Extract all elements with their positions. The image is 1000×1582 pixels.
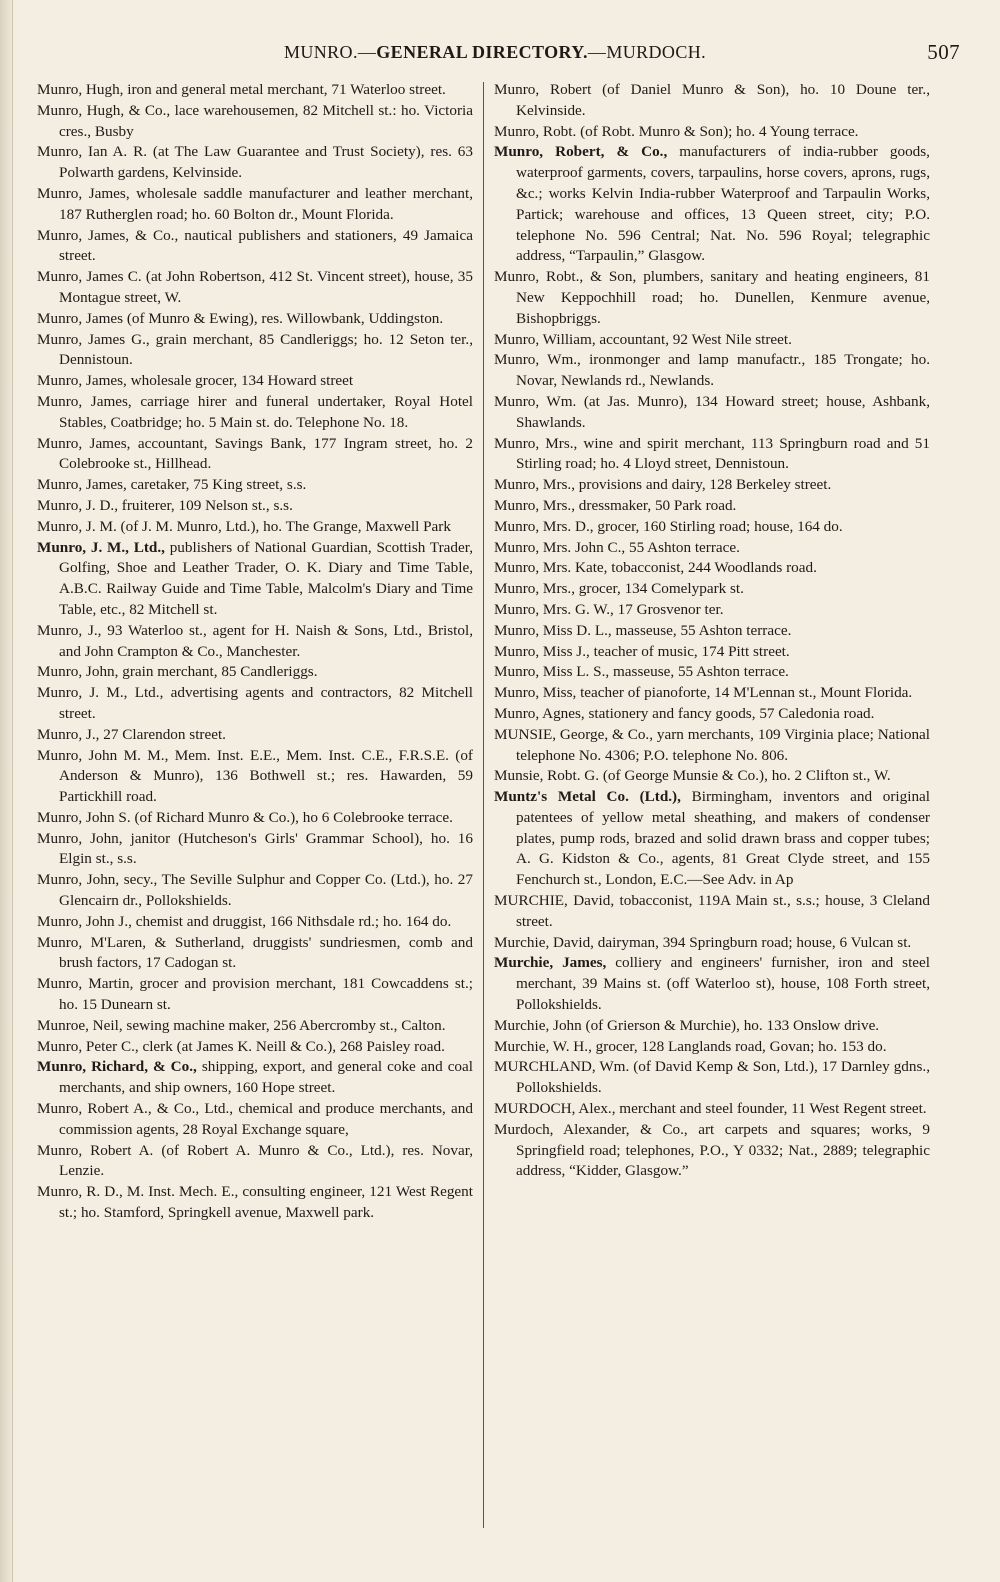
directory-entry	[494, 1037, 930, 1058]
directory-entry	[494, 392, 930, 434]
directory-entry	[37, 184, 473, 226]
directory-entry	[37, 1141, 473, 1183]
directory-entry	[494, 142, 930, 267]
entry-text: Munro, Agnes, stationery and fancy goods, 57 Caledonia road.	[494, 704, 875, 722]
entry-text: Munro, R. D., M. Inst. Mech. E., consulting engineer, 121 West Regent st.; ho. Stamford, Springkell avenue, Maxwell park.	[37, 1183, 473, 1222]
directory-entry	[37, 829, 473, 871]
entry-text: Munro, James, wholesale grocer, 134 Howard street	[37, 372, 354, 390]
directory-entry	[494, 1120, 930, 1182]
entry-text: Munro, Mrs., wine and spirit merchant, 113 Springburn road and 51 Stirling road; ho. 4 Lloyd street, Dennistoun.	[494, 434, 930, 473]
directory-entry	[37, 496, 473, 517]
directory-entry	[494, 787, 930, 891]
entry-text: MURCHLAND, Wm. (of David Kemp & Son, Ltd.), 17 Darnley gdns., Pollokshields.	[494, 1058, 930, 1097]
directory-entry	[494, 267, 930, 329]
entry-text: Munro, Mrs. D., grocer, 160 Stirling road; house, 164 do.	[494, 517, 843, 535]
directory-entry	[37, 392, 473, 434]
directory-entry	[494, 579, 930, 600]
entry-text: publishers of National Guardian, Scottish Trader, Golfing, Shoe and Leather Trader, O. K. Diary and Time Table, A.B.C. Railway Guide and Time Table, Malcolm's Diary and Time Table, etc., 82 Mitchell st.	[59, 538, 473, 618]
entry-text: Munro, Mrs. John C., 55 Ashton terrace.	[494, 538, 740, 556]
page-header: MUNRO.—GENERAL DIRECTORY.—MURDOCH. 507	[283, 40, 960, 64]
directory-entry	[37, 1016, 473, 1037]
directory-entry	[37, 662, 473, 683]
entry-text: Munro, Robert (of Daniel Munro & Son), ho. 10 Doune ter., Kelvinside.	[494, 81, 930, 119]
directory-entry	[494, 725, 930, 767]
entry-text: Munro, M'Laren, & Sutherland, druggists' sundriesmen, comb and brush factors, 17 Cadogan st.	[37, 933, 473, 972]
entry-text: Munro, Miss L. S., masseuse, 55 Ashton terrace.	[494, 663, 789, 681]
directory-entry	[494, 330, 930, 351]
directory-entry	[37, 683, 473, 725]
page-number: 507	[927, 40, 960, 64]
entry-text: manufacturers of india-rubber goods, waterproof garments, covers, tarpaulins, horse covers, aprons, rugs, &c.; works Kelvin India-rubber Waterproof and Tarpaulin Works, Partick; warehouse and offices, 13 Queen street, city; P.O. telephone No. 596 Central; Nat. No. 596 Royal; telegraphic address, “Tarpaulin,” Glasgow.	[516, 143, 930, 265]
entry-text: Munro, Mrs., grocer, 134 Comelypark st.	[494, 580, 744, 598]
directory-entry	[494, 1057, 930, 1099]
entry-text: Munro, Wm. (at Jas. Munro), 134 Howard street; house, Ashbank, Shawlands.	[494, 392, 930, 431]
entry-text: Munro, James G., grain merchant, 85 Candleriggs; ho. 12 Seton ter., Dennistoun.	[37, 330, 473, 369]
directory-entry	[494, 683, 930, 704]
directory-entry	[494, 642, 930, 663]
directory-entry	[37, 870, 473, 912]
directory-entry	[37, 101, 473, 143]
directory-entry	[37, 1057, 473, 1099]
entry-firm-name: Muntz's Metal Co. (Ltd.),	[494, 788, 681, 806]
entry-text: Munro, Peter C., clerk (at James K. Neill & Co.), 268 Paisley road.	[37, 1037, 445, 1055]
entry-text: Munro, John J., chemist and druggist, 166 Nithsdale rd.; ho. 164 do.	[37, 912, 452, 930]
directory-entry	[494, 496, 930, 517]
entry-text: Munro, John, secy., The Seville Sulphur and Copper Co. (Ltd.), ho. 27 Glencairn dr., Pollokshields.	[37, 871, 473, 910]
directory-entry	[37, 725, 473, 746]
directory-entry	[37, 226, 473, 268]
entry-text: Munro, Mrs., dressmaker, 50 Park road.	[494, 496, 737, 514]
entry-text: Munro, John, grain merchant, 85 Candleriggs.	[37, 663, 318, 681]
directory-entry	[37, 267, 473, 309]
entry-text: Munro, Hugh, iron and general metal merchant, 71 Waterloo street.	[37, 81, 446, 98]
directory-entry	[494, 953, 930, 1015]
entry-text: Munro, Robert A., & Co., Ltd., chemical and produce merchants, and commission agents, 28 Royal Exchange square,	[37, 1100, 473, 1138]
entry-text: Munro, J., 27 Clarendon street.	[37, 725, 226, 743]
entry-text: Munro, J. M., Ltd., advertising agents and contractors, 82 Mitchell street.	[37, 684, 473, 722]
column-divider	[483, 82, 484, 1528]
entry-text: Munro, Martin, grocer and provision merchant, 181 Cowcaddens st.; ho. 15 Dunearn st.	[37, 975, 473, 1014]
directory-entry	[494, 621, 930, 642]
page-binding	[0, 0, 13, 1582]
directory-entry	[37, 330, 473, 372]
directory-entry	[494, 1016, 930, 1037]
entry-firm-name: Munro, Richard, & Co.,	[37, 1058, 197, 1076]
entry-text: Munro, James, & Co., nautical publishers and stationers, 49 Jamaica street.	[37, 226, 473, 265]
directory-entry	[37, 434, 473, 476]
entry-text: Murchie, W. H., grocer, 128 Langlands road, Govan; ho. 153 do.	[494, 1037, 887, 1055]
entry-text: Munro, Mrs. G. W., 17 Grosvenor ter.	[494, 600, 724, 618]
entry-text: Munro, Ian A. R. (at The Law Guarantee and Trust Society), res. 63 Polwarth gardens, Kelvinside.	[37, 143, 473, 182]
directory-entry	[494, 122, 930, 143]
entry-firm-name: Munro, Robert, & Co.,	[494, 143, 668, 161]
directory-entry	[37, 309, 473, 330]
entry-text: Munro, Mrs., provisions and dairy, 128 Berkeley street.	[494, 476, 832, 494]
entry-text: MURCHIE, David, tobacconist, 119A Main st., s.s.; house, 3 Cleland street.	[494, 892, 930, 930]
entry-text: Munro, Miss J., teacher of music, 174 Pitt street.	[494, 642, 790, 660]
entry-text: Munro, William, accountant, 92 West Nile street.	[494, 330, 792, 348]
entry-text: Munro, Mrs. Kate, tobacconist, 244 Woodlands road.	[494, 559, 817, 577]
entry-text: Munro, James, caretaker, 75 King street, s.s.	[37, 476, 307, 494]
directory-entry	[37, 808, 473, 829]
header-left: MUNRO.	[283, 42, 358, 62]
entry-text: Munro, Robt., & Son, plumbers, sanitary and heating engineers, 81 New Keppochhill road; ho. Dunellen, Kenmure avenue, Bishopbriggs.	[494, 268, 930, 327]
entry-text: Munro, James, wholesale saddle manufacturer and leather merchant, 187 Rutherglen road; ho. 60 Bolton dr., Mount Florida.	[37, 184, 473, 223]
entry-text: Munroe, Neil, sewing machine maker, 256 Abercromby st., Calton.	[37, 1016, 446, 1034]
entry-text: Munro, John, janitor (Hutcheson's Girls' Grammar School), ho. 16 Elgin st., s.s.	[37, 829, 473, 868]
directory-entry	[37, 1099, 473, 1141]
entry-text: Munro, Miss D. L., masseuse, 55 Ashton terrace.	[494, 621, 792, 639]
directory-entry	[494, 1099, 930, 1120]
entry-text: shipping, export, and general coke and coal merchants, and ship owners, 160 Hope street.	[59, 1058, 473, 1097]
directory-entry	[494, 475, 930, 496]
directory-entry	[37, 746, 473, 808]
directory-entry	[37, 517, 473, 538]
entry-text: Munro, Robert A. (of Robert A. Munro & Co., Ltd.), res. Novar, Lenzie.	[37, 1141, 473, 1180]
entry-text: Munro, Wm., ironmonger and lamp manufactr., 185 Trongate; ho. Novar, Newlands rd., Newlands.	[494, 351, 930, 390]
left-column	[37, 80, 473, 1224]
entry-firm-name: Munro, J. M., Ltd.,	[37, 538, 165, 556]
directory-entry	[37, 475, 473, 496]
directory-entry	[494, 350, 930, 392]
directory-entry	[37, 974, 473, 1016]
header-right: MURDOCH.	[606, 42, 707, 62]
directory-entry	[494, 434, 930, 476]
entry-text: colliery and engineers' furnisher, iron and steel merchant, 39 Mains st. (off Waterloo st), house, 108 Forth street, Pollokshields.	[516, 954, 930, 1014]
directory-entry	[494, 662, 930, 683]
entry-text: Munro, James, carriage hirer and funeral undertaker, Royal Hotel Stables, Coatbridge; ho. 5 Main st. do. Telephone No. 18.	[37, 392, 473, 431]
right-column	[494, 80, 930, 1182]
entry-text: Munro, Robt. (of Robt. Munro & Son); ho. 4 Young terrace.	[494, 122, 859, 140]
entry-text: Munro, John S. (of Richard Munro & Co.), ho 6 Colebrooke terrace.	[37, 808, 453, 826]
directory-entry	[37, 371, 473, 392]
directory-entry	[37, 142, 473, 184]
entry-text: Murdoch, Alexander, & Co., art carpets and squares; works, 9 Springfield road; telephones, P.O., Y 0332; Nat., 2889; telegraphic address, “Kidder, Glasgow.”	[494, 1120, 930, 1180]
entry-text: Munro, James (of Munro & Ewing), res. Willowbank, Uddingston.	[37, 309, 444, 327]
directory-entry	[494, 891, 930, 933]
directory-entry	[494, 766, 930, 787]
entry-text: MUNSIE, George, & Co., yarn merchants, 109 Virginia place; National telephone No. 4306; P.O. telephone No. 806.	[494, 725, 930, 764]
entry-text: Munro, Miss, teacher of pianoforte, 14 M'Lennan st., Mount Florida.	[494, 684, 913, 702]
directory-entry	[37, 538, 473, 621]
directory-entry	[494, 933, 930, 954]
entry-text: Munro, J. M. (of J. M. Munro, Ltd.), ho. The Grange, Maxwell Park	[37, 517, 451, 535]
entry-text: Murchie, David, dairyman, 394 Springburn road; house, 6 Vulcan st.	[494, 933, 912, 951]
directory-entry	[37, 621, 473, 663]
entry-text: Munro, Hugh, & Co., lace warehousemen, 82 Mitchell st.: ho. Victoria cres., Busby	[37, 101, 473, 140]
directory-entry	[37, 1037, 473, 1058]
directory-entry	[494, 538, 930, 559]
entry-text: Munro, J., 93 Waterloo st., agent for H. Naish & Sons, Ltd., Bristol, and John Crampton & Co., Manchester.	[37, 621, 473, 660]
directory-entry	[494, 80, 930, 122]
directory-entry	[494, 517, 930, 538]
directory-entry	[494, 558, 930, 579]
directory-entry	[37, 80, 473, 101]
directory-entry	[37, 1182, 473, 1224]
entry-text: Murchie, John (of Grierson & Murchie), ho. 133 Onslow drive.	[494, 1016, 880, 1034]
entry-text: Munsie, Robt. G. (of George Munsie & Co.), ho. 2 Clifton st., W.	[494, 767, 891, 785]
directory-entry	[494, 600, 930, 621]
entry-text: Munro, John M. M., Mem. Inst. E.E., Mem. Inst. C.E., F.R.S.E. (of Anderson & Munro), 136 Bothwell st.; res. Hawarden, 59 Partickhill road.	[37, 746, 473, 806]
entry-text: MURDOCH, Alex., merchant and steel founder, 11 West Regent street.	[494, 1100, 927, 1118]
entry-text: Munro, J. D., fruiterer, 109 Nelson st., s.s.	[37, 496, 293, 514]
header-title: GENERAL DIRECTORY.	[376, 42, 588, 62]
entry-text: Munro, James C. (at John Robertson, 412 St. Vincent street), house, 35 Montague street, W.	[37, 268, 473, 306]
entry-text: Birmingham, inventors and original patentees of yellow metal sheathing, and makers of condenser plates, pump rods, brazed and solid drawn brass and copper tubes; A. G. Kidston & Co., agents, 81 Great Clyde street, and 155 Fenchurch st., London, E.C.—See Adv. in Ap	[516, 788, 930, 889]
entry-text: Munro, James, accountant, Savings Bank, 177 Ingram street, ho. 2 Colebrooke st., Hillhead.	[37, 434, 473, 473]
entry-firm-name: Murchie, James,	[494, 954, 607, 972]
directory-entry	[37, 912, 473, 933]
directory-entry	[37, 933, 473, 975]
directory-entry	[494, 704, 930, 725]
